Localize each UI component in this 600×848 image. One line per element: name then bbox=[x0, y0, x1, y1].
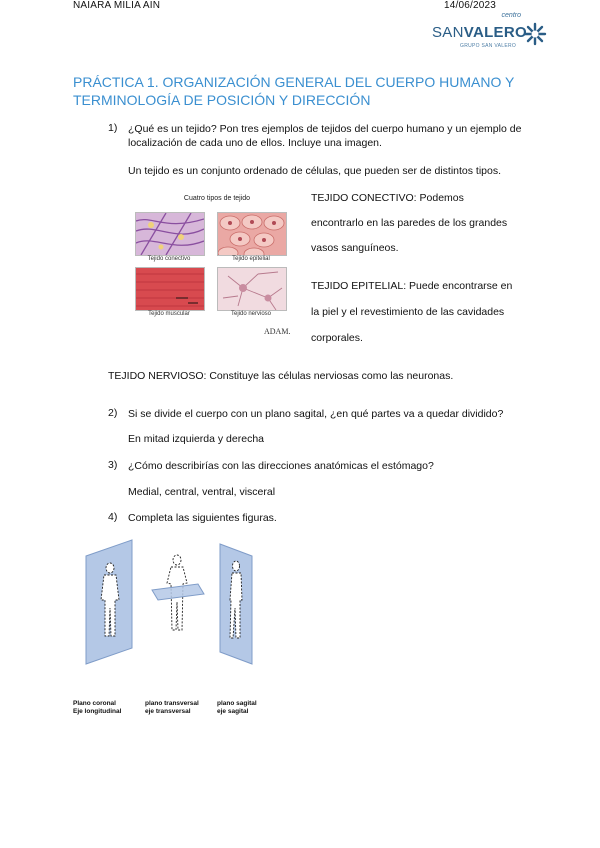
nervous-tissue-image bbox=[217, 267, 287, 311]
tissue-label-muscular: Tejido muscular bbox=[148, 311, 190, 317]
question-1-text: ¿Qué es un tejido? Pon tres ejemplos de tejidos del cuerpo humano y un ejemplo de localización de cada uno de ellos. Incluye una imagen. bbox=[128, 123, 522, 149]
tissue-label-conectivo: Tejido conectivo bbox=[147, 256, 191, 262]
connective-tissue-image bbox=[135, 212, 205, 256]
question-2-number: 2) bbox=[108, 407, 118, 419]
conectivo-line-3: vasos sanguíneos. bbox=[311, 242, 399, 254]
adam-credit: ADAM. bbox=[264, 327, 291, 336]
sagittal-plane-figure bbox=[220, 544, 252, 664]
epitelial-line-3: corporales. bbox=[311, 332, 363, 344]
document-date: 14/06/2023 bbox=[444, 0, 497, 11]
san-valero-logo bbox=[432, 12, 547, 54]
question-3-answer: Medial, central, ventral, visceral bbox=[128, 486, 276, 498]
epitelial-line-1: TEJIDO EPITELIAL: Puede encontrarse en bbox=[311, 280, 513, 292]
epitelial-line-2: la piel y el revestimiento de las cavidades bbox=[311, 306, 505, 318]
caption-coronal: Plano coronal Eje longitudinal bbox=[73, 700, 122, 715]
student-name: NAIARA MILIA AIN bbox=[73, 0, 161, 11]
question-3-number: 3) bbox=[108, 459, 118, 471]
tissue-label-nervioso: Tejido nervioso bbox=[230, 311, 272, 317]
transverse-plane-figure bbox=[152, 555, 204, 630]
logo-centro-text: centro bbox=[501, 12, 521, 19]
conectivo-line-2: encontrarlo en las paredes de los grandes bbox=[311, 217, 508, 229]
question-1-answer: Un tejido es un conjunto ordenado de células, que pueden ser de distintos tipos. bbox=[128, 165, 502, 177]
caption-transversal: plano transversal eje transversal bbox=[145, 700, 199, 715]
tissue-types-figure bbox=[129, 195, 305, 345]
logo-grupo-text: GRUPO SAN VALERO bbox=[460, 43, 517, 49]
page-title: PRÁCTICA 1. ORGANIZACIÓN GENERAL DEL CUERPO HUMANO Y TERMINOLOGÍA DE POSICIÓN Y DIRECCIÓN bbox=[73, 74, 515, 108]
nervioso-text: TEJIDO NERVIOSO: Constituye las células nerviosas como las neuronas. bbox=[108, 370, 454, 382]
tissue-figure-title: Cuatro tipos de tejido bbox=[183, 195, 251, 202]
question-1-number: 1) bbox=[108, 122, 118, 134]
caption-sagital: plano sagital eje sagital bbox=[217, 700, 257, 715]
body-planes-figure bbox=[80, 538, 260, 666]
question-4-number: 4) bbox=[108, 511, 118, 523]
question-2-text: Si se divide el cuerpo con un plano sagital, ¿en qué partes va a quedar dividido? bbox=[128, 408, 504, 420]
question-2-answer: En mitad izquierda y derecha bbox=[128, 433, 264, 445]
question-3-text: ¿Cómo describirías con las direcciones anatómicas el estómago? bbox=[128, 460, 434, 472]
coronal-plane-figure bbox=[86, 540, 132, 664]
epithelial-tissue-image bbox=[217, 212, 287, 256]
tissue-label-epitelial: Tejido epitelial bbox=[232, 256, 270, 262]
logo-star-icon bbox=[523, 22, 547, 46]
conectivo-line-1: TEJIDO CONECTIVO: Podemos bbox=[311, 192, 464, 204]
question-4-text: Completa las siguientes figuras. bbox=[128, 512, 277, 524]
logo-wordmark: SANVALERO bbox=[432, 24, 527, 41]
muscle-tissue-image bbox=[135, 267, 205, 311]
